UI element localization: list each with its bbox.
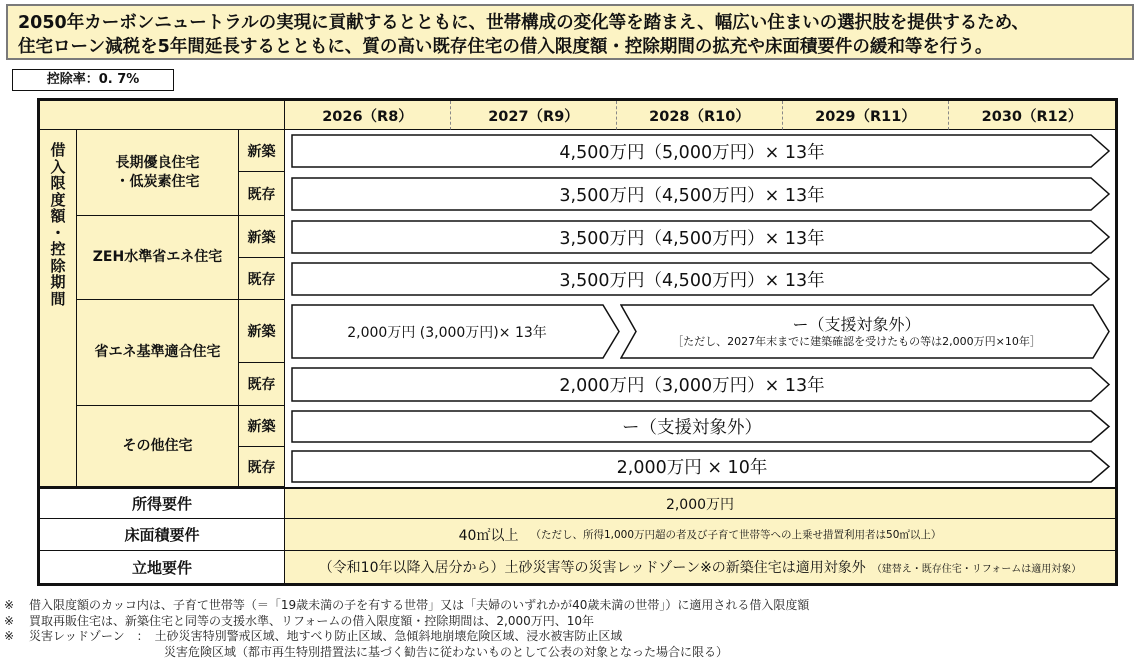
existing-label-3: 既存 [239, 363, 285, 406]
category-energy-standard: 省エネ基準適合住宅 [77, 300, 239, 406]
new-label-4: 新築 [239, 406, 285, 447]
arrow-zeh-new: 3,500万円（4,500万円）× 13年 [291, 220, 1111, 254]
footnote-3: ※ 災害レッドゾーン ： 土砂災害特別警戒区域、地すべり防止区域、急傾斜地崩壊危険区域、浸水被害防止区域 [4, 629, 623, 643]
income-requirement-label: 所得要件 [40, 489, 285, 519]
location-note: （建替え・既存住宅・リフォームは適用対象） [871, 563, 1082, 575]
banner-line-1: 2050年カーボンニュートラルの実現に貢献するとともに、世帯構成の変化等を踏まえ、幅広い住まいの選択肢を提供するため、 [18, 13, 1030, 33]
summary-banner [6, 4, 1134, 60]
arrow-long-term-existing: 3,500万円（4,500万円）× 13年 [291, 177, 1111, 211]
arrow-energy-standard-new-2026-2027: 2,000万円 (3,000万円)× 13年 [291, 304, 621, 359]
location-requirement-label: 立地要件 [40, 551, 285, 583]
arrow-zeh-existing: 3,500万円（4,500万円）× 13年 [291, 262, 1111, 296]
not-eligible-text: ー（支援対象外） [792, 314, 921, 334]
footnote-2: ※ 買取再販住宅は、新築住宅と同等の支援水準、リフォームの借入限度額・控除期間は、2,000万円、10年 [4, 613, 595, 628]
year-header-2028: 2028（R10） [617, 101, 783, 130]
arrow-other-existing: 2,000万円 × 10年 [291, 450, 1111, 483]
footnotes [4, 598, 1134, 660]
floor-area-value: 40㎡以上 [458, 527, 519, 544]
year-header-2030: 2030（R12） [949, 101, 1115, 130]
category-long-term-excellent: 長期優良住宅 ・低炭素住宅 [77, 130, 239, 216]
existing-label-4: 既存 [239, 447, 285, 487]
arrow-other-new: ー（支援対象外） [291, 410, 1111, 443]
exception-note: ［ただし、2027年末までに建築確認を受けたもの等は2,000万円×10年］ [672, 334, 1041, 348]
category-other: その他住宅 [77, 406, 239, 487]
category-zeh: ZEH水準省エネ住宅 [77, 216, 239, 300]
floor-area-requirement-label: 床面積要件 [40, 519, 285, 551]
new-label-1: 新築 [239, 130, 285, 172]
footnote-3-continued: 災害危険区域（都市再生特別措置法に基づく勧告に従わないものとして公表の対象となった場合に限る） [164, 644, 729, 659]
new-label-2: 新築 [239, 216, 285, 258]
banner-line-2: 住宅ローン減税を5年間延長するとともに、質の高い既存住宅の借入限度額・控除期間の拡充や床面積要件の緩和等を行う。 [18, 37, 993, 57]
year-header-2027: 2027（R9） [451, 101, 617, 130]
new-label-3: 新築 [239, 300, 285, 363]
existing-label-2: 既存 [239, 258, 285, 300]
footnote-1: ※ 借入限度額のカッコ内は、子育て世帯等（＝「19歳未満の子を有する世帯」又は「夫婦のいずれかが40歳未満の世帯」）に適用される借入限度額 [4, 598, 810, 612]
arrow-long-term-new: 4,500万円（5,000万円）× 13年 [291, 134, 1111, 168]
existing-label-1: 既存 [239, 172, 285, 216]
location-requirement-value [285, 551, 1115, 583]
floor-area-note: （ただし、所得1,000万円超の者及び子育て世帯等への上乗せ措置利用者は50㎡以上） [530, 529, 942, 541]
borrowing-limit-period-label: 借 入 限 度 額 ・ 控 除 期 間 [40, 130, 77, 487]
year-header-2029: 2029（R11） [783, 101, 949, 130]
arrow-energy-standard-existing: 2,000万円（3,000万円）× 13年 [291, 367, 1111, 402]
arrow-energy-standard-new-2028-onward [620, 304, 1111, 359]
floor-area-requirement-value [285, 519, 1115, 551]
housing-loan-table [37, 98, 1118, 586]
location-value: （令和10年以降入居分から）土砂災害等の災害レッドゾーン※の新築住宅は適用対象外 [318, 560, 866, 576]
year-header-2026: 2026（R8） [285, 101, 451, 130]
header-corner-cell [40, 101, 285, 130]
deduction-rate-box: 控除率：0. 7% [12, 69, 174, 91]
income-requirement-value: 2,000万円 [285, 489, 1115, 519]
